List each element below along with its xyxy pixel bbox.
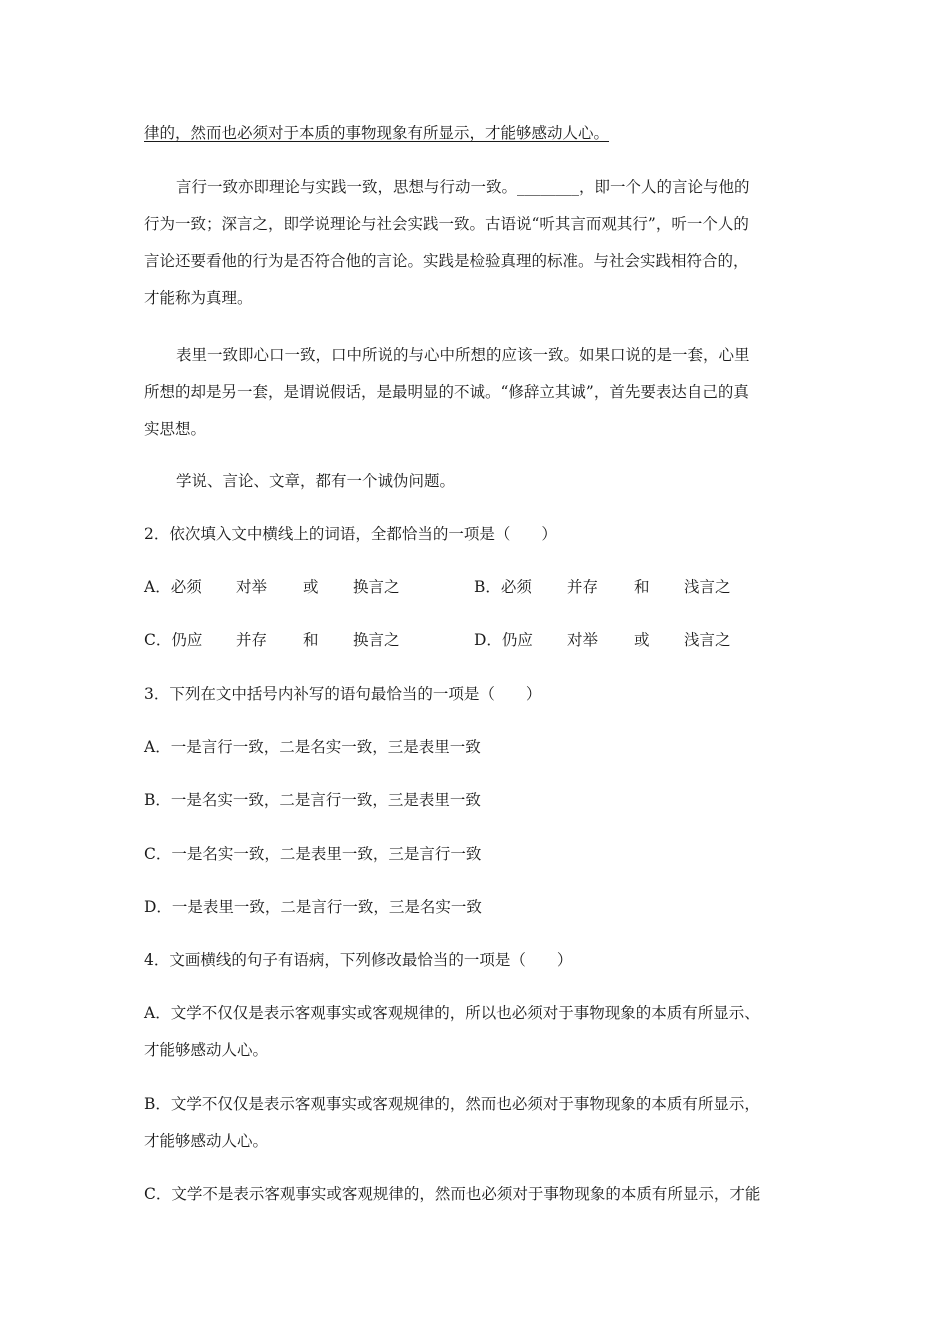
- option-word: 对举: [567, 631, 599, 649]
- paragraph-line: 学说、言论、文章，都有一个诚伪问题。: [176, 472, 456, 490]
- option-word: 或: [303, 578, 319, 596]
- q4-option-a-line: A．文学不仅仅是表示客观事实或客观规律的，所以也必须对于事物现象的本质有所显示、: [144, 1004, 760, 1022]
- q4-option-b-line: 才能够感动人心。: [144, 1132, 269, 1150]
- underlined-sentence: 律的，然而也必须对于本质的事物现象有所显示，才能够感动人心。: [144, 124, 610, 142]
- option-label: C．仍应: [144, 631, 203, 649]
- paragraph-line: 行为一致；深言之，即学说理论与社会实践一致。古语说“听其言而观其行”，听一个人的: [144, 215, 749, 233]
- q3-option-a: A．一是言行一致，二是名实一致，三是表里一致: [144, 738, 481, 756]
- q3-option-c: C．一是名实一致，二是表里一致，三是言行一致: [144, 845, 482, 863]
- option-word: 和: [634, 578, 650, 596]
- paragraph-line: 言行一致亦即理论与实践一致，思想与行动一致。________，即一个人的言论与他的: [176, 178, 750, 196]
- option-label: A．必须: [144, 578, 202, 596]
- option-word: 并存: [567, 578, 599, 596]
- option-word: 和: [303, 631, 319, 649]
- option-word: 换言之: [353, 578, 400, 596]
- paragraph-line: 才能称为真理。: [144, 289, 253, 307]
- option-word: 或: [634, 631, 650, 649]
- q3-option-b: B．一是名实一致，二是言行一致，三是表里一致: [144, 791, 481, 809]
- question-3-stem: 3．下列在文中括号内补写的语句最恰当的一项是（ ）: [144, 685, 542, 703]
- paragraph-line: 实思想。: [144, 420, 207, 438]
- option-word: 浅言之: [684, 578, 731, 596]
- q4-option-a-line: 才能够感动人心。: [144, 1041, 269, 1059]
- q3-option-d: D．一是表里一致，二是言行一致，三是名实一致: [144, 898, 482, 916]
- q4-option-c-line: C．文学不是表示客观事实或客观规律的，然而也必须对于事物现象的本质有所显示，才能: [144, 1185, 761, 1203]
- option-label: B．必须: [474, 578, 532, 596]
- option-word: 并存: [236, 631, 268, 649]
- option-word: 浅言之: [684, 631, 731, 649]
- paragraph-line: 言论还要看他的行为是否符合他的言论。实践是检验真理的标准。与社会实践相符合的，: [144, 252, 749, 270]
- paragraph-line: 所想的却是另一套，是谓说假话，是最明显的不诚。“修辞立其诚”，首先要表达自己的真: [144, 383, 749, 401]
- option-word: 对举: [236, 578, 268, 596]
- option-label: D．仍应: [474, 631, 533, 649]
- paragraph-line: 表里一致即心口一致，口中所说的与心中所想的应该一致。如果口说的是一套，心里: [176, 346, 750, 364]
- option-word: 换言之: [353, 631, 400, 649]
- question-4-stem: 4．文画横线的句子有语病，下列修改最恰当的一项是（ ）: [144, 951, 573, 969]
- q4-option-b-line: B．文学不仅仅是表示客观事实或客观规律的，然而也必须对于事物现象的本质有所显示，: [144, 1095, 760, 1113]
- question-2-stem: 2．依次填入文中横线上的词语，全都恰当的一项是（ ）: [144, 525, 557, 543]
